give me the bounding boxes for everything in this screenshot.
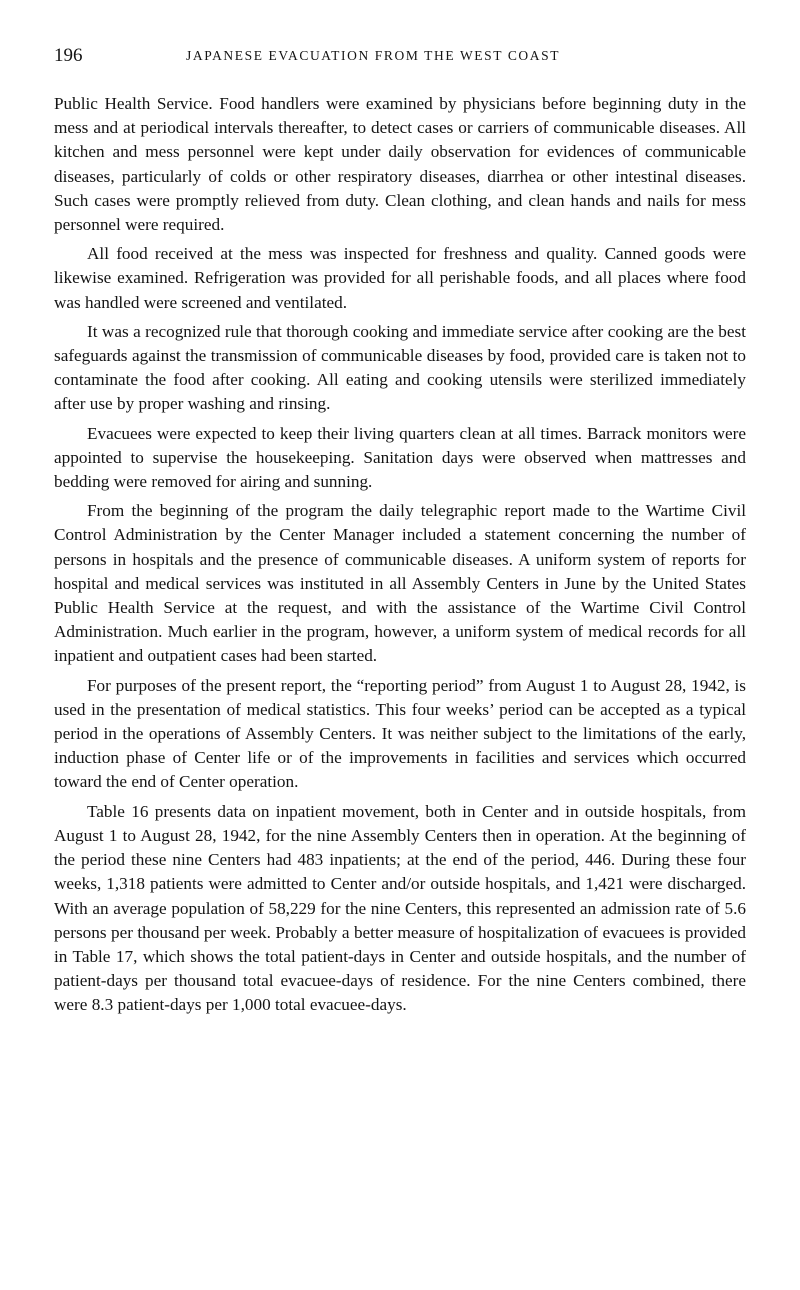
running-head <box>54 44 746 68</box>
paragraph-reporting-period: For purposes of the present report, the “reporting period” from August 1 to August 28, 1942, is used in the presentation of medical statistics. This four weeks’ period can be accepted as a typical period in the operations of Assembly Centers. It was neither subject to the limitations of the early, induction phase of Center life or of the improvements in facilities and services which occurred toward the end of Center operation. <box>54 675 746 792</box>
page-number: 196 <box>54 45 83 66</box>
paragraph-inpatient-movement: Table 16 presents data on inpatient movement, both in Center and in outside hospitals, from August 1 to August 28, 1942, for the nine Assembly Centers then in operation. At the beginning of the period these nine Centers had 483 inpatients; at the end of the period, 446. During these four weeks, 1,318 patients were admitted to Center and/or outside hospitals, and 1,421 were discharged. With an average population of 58,229 for the nine Centers, this represented an admission rate of 5.6 persons per thousand per week. Probably a better measure of hospitalization of evacuees is provided in Table 17, which shows the total patient-days in Center and outside hospitals, and the number of patient-days per thousand total evacuee-days of residence. For the nine Centers combined, there were 8.3 patient-days per 1,000 total evacuee-days. <box>54 801 746 1015</box>
body-text <box>54 92 746 1023</box>
running-title: JAPANESE EVACUATION FROM THE WEST COAST <box>186 48 561 63</box>
paragraph-cooking-rule: It was a recognized rule that thorough cooking and immediate service after cooking are the best safeguards against the transmission of communicable diseases by food, provided care is taken not to contaminate the food after cooking. All eating and cooking utensils were sterilized immediately after use by proper washing and rinsing. <box>54 321 746 414</box>
paragraph-food-handlers: Public Health Service. Food handlers were examined by physicians before beginning duty in the mess and at periodical intervals thereafter, to detect cases or carriers of communicable diseases. All kitchen and mess personnel were kept under daily observation for evidences of communicable diseases, particularly of colds or other respiratory diseases, diarrhea or other intestinal diseases. Such cases were promptly relieved from duty. Clean clothing, and clean hands and nails for mess personnel were required. <box>54 94 746 235</box>
paragraph-living-quarters: Evacuees were expected to keep their living quarters clean at all times. Barrack monitors were appointed to supervise the housekeeping. Sanitation days were observed when mattresses and bedding were removed for airing and sunning. <box>54 423 746 492</box>
paragraph-food-inspection: All food received at the mess was inspected for freshness and quality. Canned goods were likewise examined. Refrigeration was provided for all perishable foods, and all places where food was handled were screened and ventilated. <box>54 244 746 312</box>
paragraph-reporting-system: From the beginning of the program the daily telegraphic report made to the Wartime Civil Control Administration by the Center Manager included a statement concerning the number of persons in hospitals and the presence of communicable diseases. A uniform system of reports for hospital and medical services was instituted in all Assembly Centers in June by the United States Public Health Service at the request, and with the assistance of the Wartime Civil Control Administration. Much earlier in the program, however, a uniform system of medical records for all inpatient and outpatient cases had been started. <box>54 501 746 666</box>
